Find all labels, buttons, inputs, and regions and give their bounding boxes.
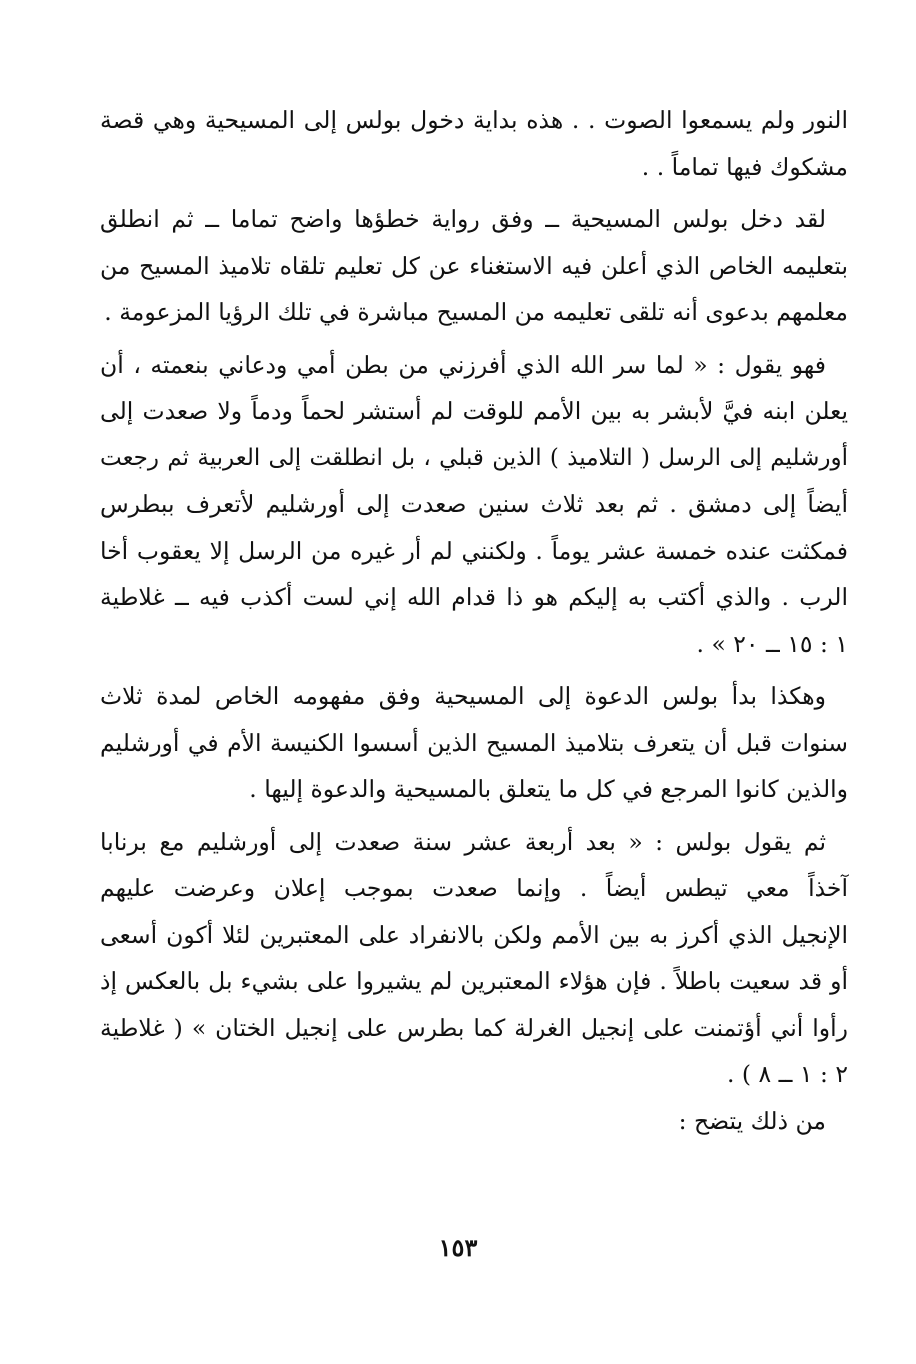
text-line: أو قد سعيت باطلاً . فإن هؤلاء المعتبرين لم يشيروا على بشيء بل بالعكس إذ bbox=[100, 967, 848, 995]
text-line: معلمهم بدعوى أنه تلقى تعليمه من المسيح مباشرة في تلك الرؤيا المزعومة . bbox=[104, 298, 848, 326]
text-line: ثم يقول بولس : « بعد أربعة عشر سنة صعدت إلى أورشليم مع برنابا bbox=[100, 827, 826, 856]
paragraph-3 bbox=[100, 342, 848, 668]
text-line: بتعليمه الخاص الذي أعلن فيه الاستغناء عن كل تعليم تلقاه تلاميذ المسيح من bbox=[100, 251, 848, 280]
text-line: مشكوك فيها تماماً . . bbox=[641, 152, 848, 181]
body-text bbox=[100, 97, 848, 1144]
text-line: ١ : ١٥ ــ ٢٠ » . bbox=[696, 629, 848, 658]
text-line: الإنجيل الذي أكرز به بين الأمم ولكن بالانفراد على المعتبرين لئلا أكون أسعى bbox=[100, 920, 848, 949]
text-line: يعلن ابنه فيَّ لأبشر به بين الأمم للوقت لم أستشر لحماً ودماً ولا صعدت إلى bbox=[100, 397, 848, 425]
text-line: سنوات قبل أن يتعرف بتلاميذ المسيح الذين أسسوا الكنيسة الأم في أورشليم bbox=[100, 728, 848, 757]
paragraph-5 bbox=[100, 819, 848, 1098]
text-line: رأوا أني أؤتمنت على إنجيل الغرلة كما بطرس على إنجيل الختان » ( غلاطية bbox=[100, 1013, 848, 1042]
text-line: لقد دخل بولس المسيحية ــ وفق رواية خطؤها واضح تماما ــ ثم انطلق bbox=[100, 205, 826, 233]
text-line: من ذلك يتضح : bbox=[678, 1106, 826, 1135]
text-line: ٢ : ١ ــ ٨ ) . bbox=[726, 1060, 848, 1088]
text-line: أيضاً إلى دمشق . ثم بعد ثلاث سنين صعدت إلى أورشليم لأتعرف ببطرس bbox=[100, 490, 848, 518]
text-line: أورشليم إلى الرسل ( التلاميذ ) الذين قبلي ، بل انطلقت إلى العربية ثم رجعت bbox=[100, 444, 848, 471]
text-line: والذين كانوا المرجع في كل ما يتعلق بالمسيحية والدعوة إليها . bbox=[249, 775, 848, 803]
paragraph-6 bbox=[100, 1098, 848, 1145]
text-line: النور ولم يسمعوا الصوت . . هذه بداية دخول بولس إلى المسيحية وهي قصة bbox=[100, 106, 848, 134]
text-line: وهكذا بدأ بولس الدعوة إلى المسيحية وفق مفهومه الخاص لمدة ثلاث bbox=[100, 682, 826, 710]
paragraph-1 bbox=[100, 97, 848, 190]
text-line: آخذاً معي تيطس أيضاً . وإنما صعدت بموجب إعلان وعرضت عليهم bbox=[100, 874, 848, 902]
page-number: ١٥٣ bbox=[438, 1233, 478, 1262]
text-line: فمكثت عنده خمسة عشر يوماً . ولكنني لم أر غيره من الرسل إلا يعقوب أخا bbox=[100, 536, 848, 565]
text-line: فهو يقول : « لما سر الله الذي أفرزني من بطن أمي ودعاني بنعمته ، أن bbox=[100, 350, 826, 379]
paragraph-4 bbox=[100, 673, 848, 813]
text-line: الرب . والذي أكتب به إليكم هو ذا قدام الله إني لست أكذب فيه ــ غلاطية bbox=[100, 583, 848, 611]
paragraph-2 bbox=[100, 196, 848, 336]
